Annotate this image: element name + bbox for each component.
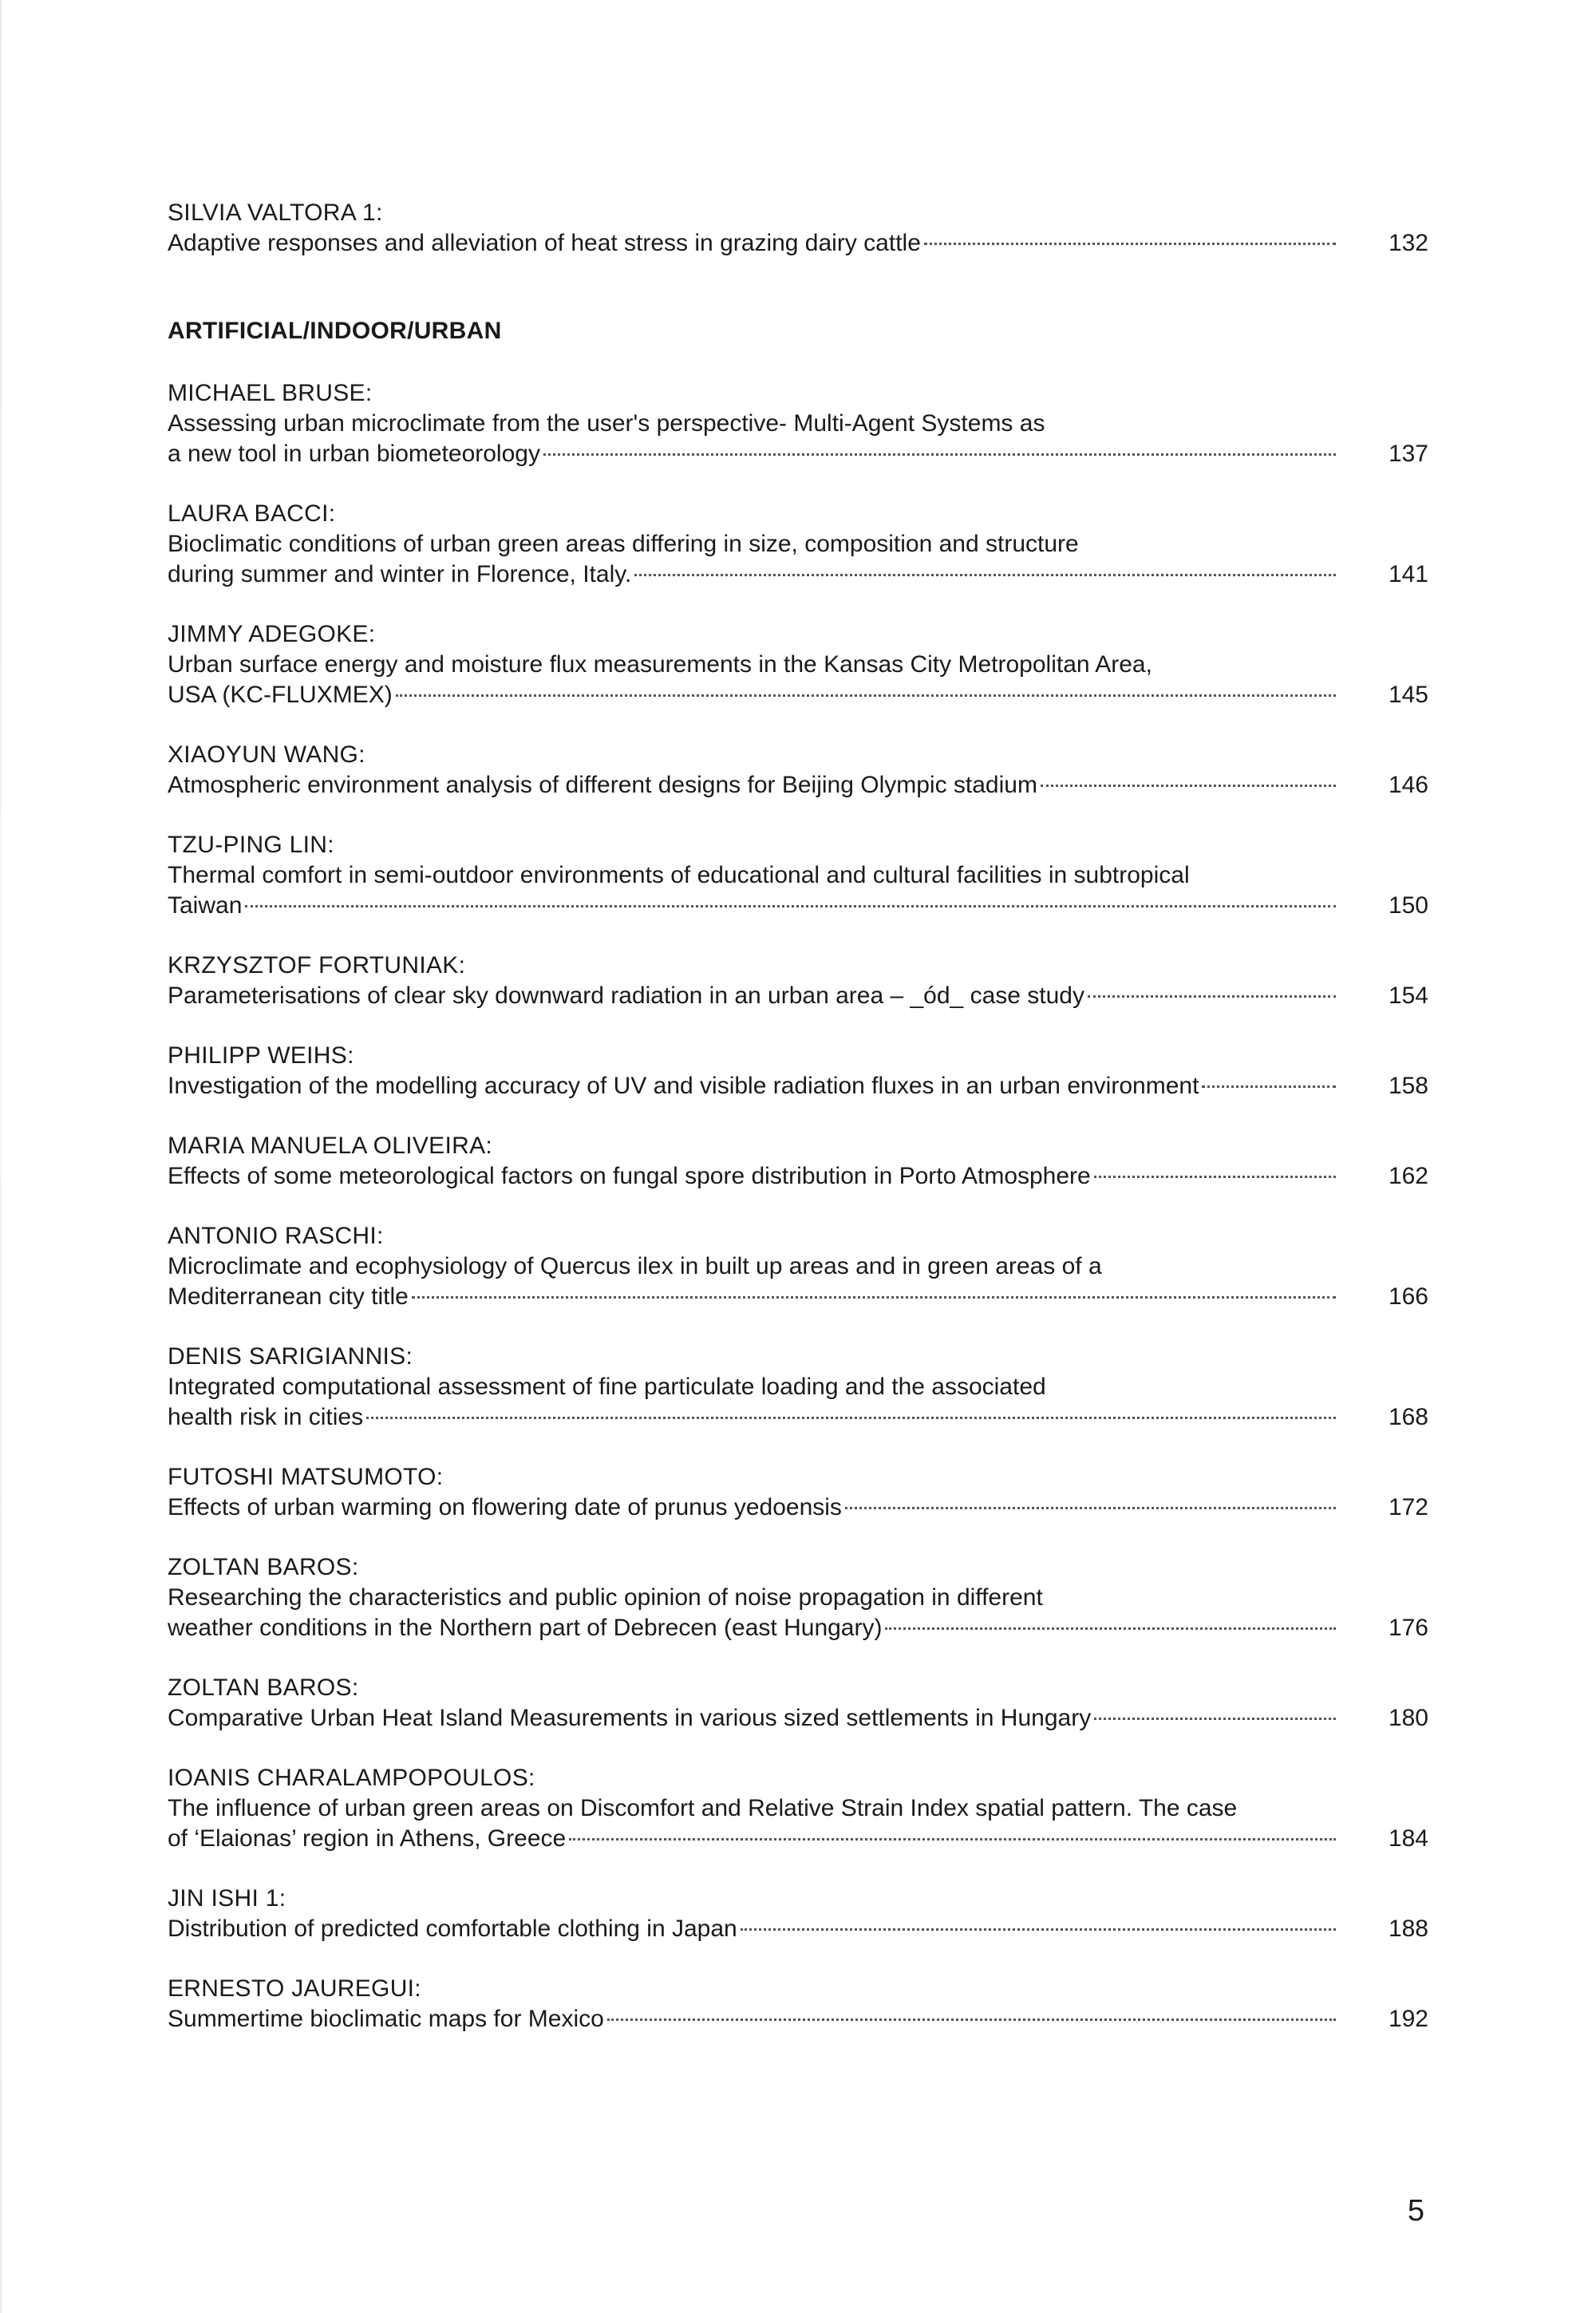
toc-entry — [168, 1673, 1428, 1734]
dot-leader — [741, 1928, 1336, 1931]
entry-page-number: 180 — [1388, 1705, 1428, 1731]
entry-author: PHILIPP WEIHS: — [168, 1042, 354, 1069]
entry-page-number: 192 — [1388, 2006, 1428, 2032]
entry-author: MARIA MANUELA OLIVEIRA: — [168, 1133, 493, 1159]
toc-entry — [168, 830, 1428, 921]
entry-page-number: 188 — [1388, 1916, 1428, 1942]
entry-title: Effects of urban warming on flowering date of prunus yedoensis — [168, 1494, 842, 1520]
entry-title: Urban surface energy and moisture flux measurements in the Kansas City Metropolitan Area, — [168, 651, 1152, 678]
entry-title: Comparative Urban Heat Island Measurements in various sized settlements in Hungary — [168, 1705, 1092, 1731]
entry-title: during summer and winter in Florence, Italy. — [168, 561, 632, 587]
entry-title: Taiwan — [168, 892, 243, 919]
toc-entry — [168, 1342, 1428, 1433]
entry-spacer — [168, 590, 1428, 619]
entry-title-line — [168, 2004, 1428, 2034]
dot-leader — [607, 2018, 1336, 2021]
toc-entry — [168, 1974, 1428, 2034]
entry-title: Mediterranean city title — [168, 1283, 409, 1310]
entry-title: Effects of some meteorological factors on fungal spore distribution in Porto Atmosphere — [168, 1163, 1091, 1189]
entry-author: JIN ISHI 1: — [168, 1885, 286, 1912]
entry-title-line — [168, 559, 1428, 590]
entry-author: JIMMY ADEGOKE: — [168, 621, 376, 647]
entry-author: IOANIS CHARALAMPOPOULOS: — [168, 1765, 535, 1791]
toc-entry — [168, 499, 1428, 590]
entry-spacer — [168, 1192, 1428, 1221]
entry-title: weather conditions in the Northern part of Debrecen (east Hungary) — [168, 1615, 883, 1641]
entry-spacer — [168, 801, 1428, 830]
entry-author: FUTOSHI MATSUMOTO: — [168, 1464, 444, 1490]
entry-author: ZOLTAN BAROS: — [168, 1674, 359, 1701]
entry-title: Integrated computational assessment of fine particulate loading and the associated — [168, 1374, 1046, 1400]
dot-leader — [1088, 995, 1336, 998]
toc-entry — [168, 1221, 1428, 1312]
entry-title-line — [168, 1914, 1428, 1944]
entry-title-line — [168, 1703, 1428, 1734]
entry-title-line — [168, 228, 1428, 259]
entry-author: DENIS SARIGIANNIS: — [168, 1343, 413, 1370]
toc-entry — [168, 198, 1428, 259]
entry-title: health risk in cities — [168, 1404, 364, 1430]
entry-title-line — [168, 891, 1428, 921]
entry-page-number: 166 — [1388, 1283, 1428, 1310]
entry-title-line — [168, 1824, 1428, 1854]
entry-spacer — [168, 1011, 1428, 1041]
entry-spacer — [168, 1433, 1428, 1462]
dot-leader — [1094, 1718, 1336, 1720]
entry-title: Thermal comfort in semi-outdoor environments of educational and cultural facilities in subtropical — [168, 862, 1190, 888]
entry-title: Bioclimatic conditions of urban green areas differing in size, composition and structure — [168, 531, 1079, 557]
toc-entry — [168, 619, 1428, 710]
toc-entry — [168, 1552, 1428, 1643]
entry-spacer — [168, 1734, 1428, 1763]
scan-edge — [0, 0, 2, 2313]
entry-title-line — [168, 1071, 1428, 1101]
entry-author: ZOLTAN BAROS: — [168, 1554, 359, 1580]
entry-title: a new tool in urban biometeorology — [168, 441, 540, 467]
toc-entry — [168, 1884, 1428, 1944]
toc-entry — [168, 1763, 1428, 1854]
page-number: 5 — [1407, 2194, 1424, 2228]
entry-title-line — [168, 770, 1428, 801]
dot-leader — [396, 694, 1336, 697]
entry-title: of ‘Elaionas’ region in Athens, Greece — [168, 1825, 567, 1852]
dot-leader — [1094, 1176, 1336, 1178]
toc-entry — [168, 951, 1428, 1011]
entry-title: Atmospheric environment analysis of different designs for Beijing Olympic stadium — [168, 772, 1037, 798]
toc-entry — [168, 1462, 1428, 1523]
entry-page-number: 176 — [1388, 1615, 1428, 1641]
entry-spacer — [168, 1643, 1428, 1673]
entry-page-number: 132 — [1388, 230, 1428, 256]
dot-leader — [1202, 1085, 1336, 1088]
dot-leader — [245, 905, 1336, 907]
entry-page-number: 162 — [1388, 1163, 1428, 1189]
entry-title-line — [168, 1161, 1428, 1192]
entry-title: Adaptive responses and alleviation of heat stress in grazing dairy cattle — [168, 230, 921, 256]
table-of-contents — [168, 198, 1428, 2034]
entry-spacer — [168, 921, 1428, 951]
entry-author: LAURA BACCI: — [168, 500, 336, 527]
entry-author: TZU-PING LIN: — [168, 832, 334, 858]
dot-leader — [569, 1838, 1336, 1841]
entry-page-number: 146 — [1388, 772, 1428, 798]
entry-title: Distribution of predicted comfortable clothing in Japan — [168, 1916, 737, 1942]
entry-page-number: 141 — [1388, 561, 1428, 587]
entry-title-line — [168, 1613, 1428, 1643]
entry-spacer — [168, 1312, 1428, 1342]
entry-spacer — [168, 1101, 1428, 1131]
entry-title: Parameterisations of clear sky downward radiation in an urban area – _ód_ case study — [168, 983, 1084, 1009]
entry-title: Investigation of the modelling accuracy of UV and visible radiation fluxes in an urban environment — [168, 1073, 1199, 1099]
entry-title-line — [168, 1402, 1428, 1433]
entry-title-line — [168, 1282, 1428, 1312]
dot-leader — [543, 453, 1336, 456]
entry-spacer — [168, 1854, 1428, 1884]
entry-spacer — [168, 1523, 1428, 1552]
section-heading: ARTIFICIAL/INDOOR/URBAN — [168, 318, 502, 344]
entry-author: KRZYSZTOF FORTUNIAK: — [168, 952, 466, 979]
entry-author: ERNESTO JAUREGUI: — [168, 1975, 421, 2002]
entry-page-number: 154 — [1388, 983, 1428, 1009]
dot-leader — [924, 243, 1336, 245]
entry-page-number: 184 — [1388, 1825, 1428, 1852]
toc-entry — [168, 1131, 1428, 1192]
entry-title: Microclimate and ecophysiology of Quercus ilex in built up areas and in green areas of a — [168, 1253, 1102, 1279]
entry-author: MICHAEL BRUSE: — [168, 380, 373, 406]
dot-leader — [366, 1417, 1336, 1419]
entry-page-number: 145 — [1388, 682, 1428, 708]
toc-entry — [168, 1041, 1428, 1101]
entry-title-line — [168, 1493, 1428, 1523]
entry-author: SILVIA VALTORA 1: — [168, 200, 383, 226]
entry-title: Researching the characteristics and public opinion of noise propagation in different — [168, 1584, 1043, 1611]
entry-title: USA (KC-FLUXMEX) — [168, 682, 393, 708]
entry-spacer — [168, 469, 1428, 499]
dot-leader — [412, 1296, 1336, 1299]
entry-page-number: 172 — [1388, 1494, 1428, 1520]
entry-page-number: 150 — [1388, 892, 1428, 919]
toc-entry — [168, 378, 1428, 469]
entry-title-line — [168, 680, 1428, 710]
entry-title-line — [168, 981, 1428, 1011]
entry-author: XIAOYUN WANG: — [168, 741, 365, 768]
entry-page-number: 137 — [1388, 441, 1428, 467]
entry-title: Summertime bioclimatic maps for Mexico — [168, 2006, 604, 2032]
dot-leader — [885, 1627, 1336, 1630]
dot-leader — [1041, 785, 1336, 787]
toc-entry — [168, 740, 1428, 801]
entry-author: ANTONIO RASCHI: — [168, 1223, 384, 1249]
entry-title: The influence of urban green areas on Discomfort and Relative Strain Index spatial pattern. The case — [168, 1795, 1238, 1821]
entry-spacer — [168, 710, 1428, 740]
entry-page-number: 168 — [1388, 1404, 1428, 1430]
toc-entry-list — [168, 378, 1428, 2034]
dot-leader — [634, 574, 1336, 576]
entry-title-line — [168, 439, 1428, 469]
entry-spacer — [168, 1944, 1428, 1974]
entry-page-number: 158 — [1388, 1073, 1428, 1099]
entry-title: Assessing urban microclimate from the user's perspective- Multi-Agent Systems as — [168, 410, 1045, 437]
dot-leader — [845, 1507, 1336, 1509]
